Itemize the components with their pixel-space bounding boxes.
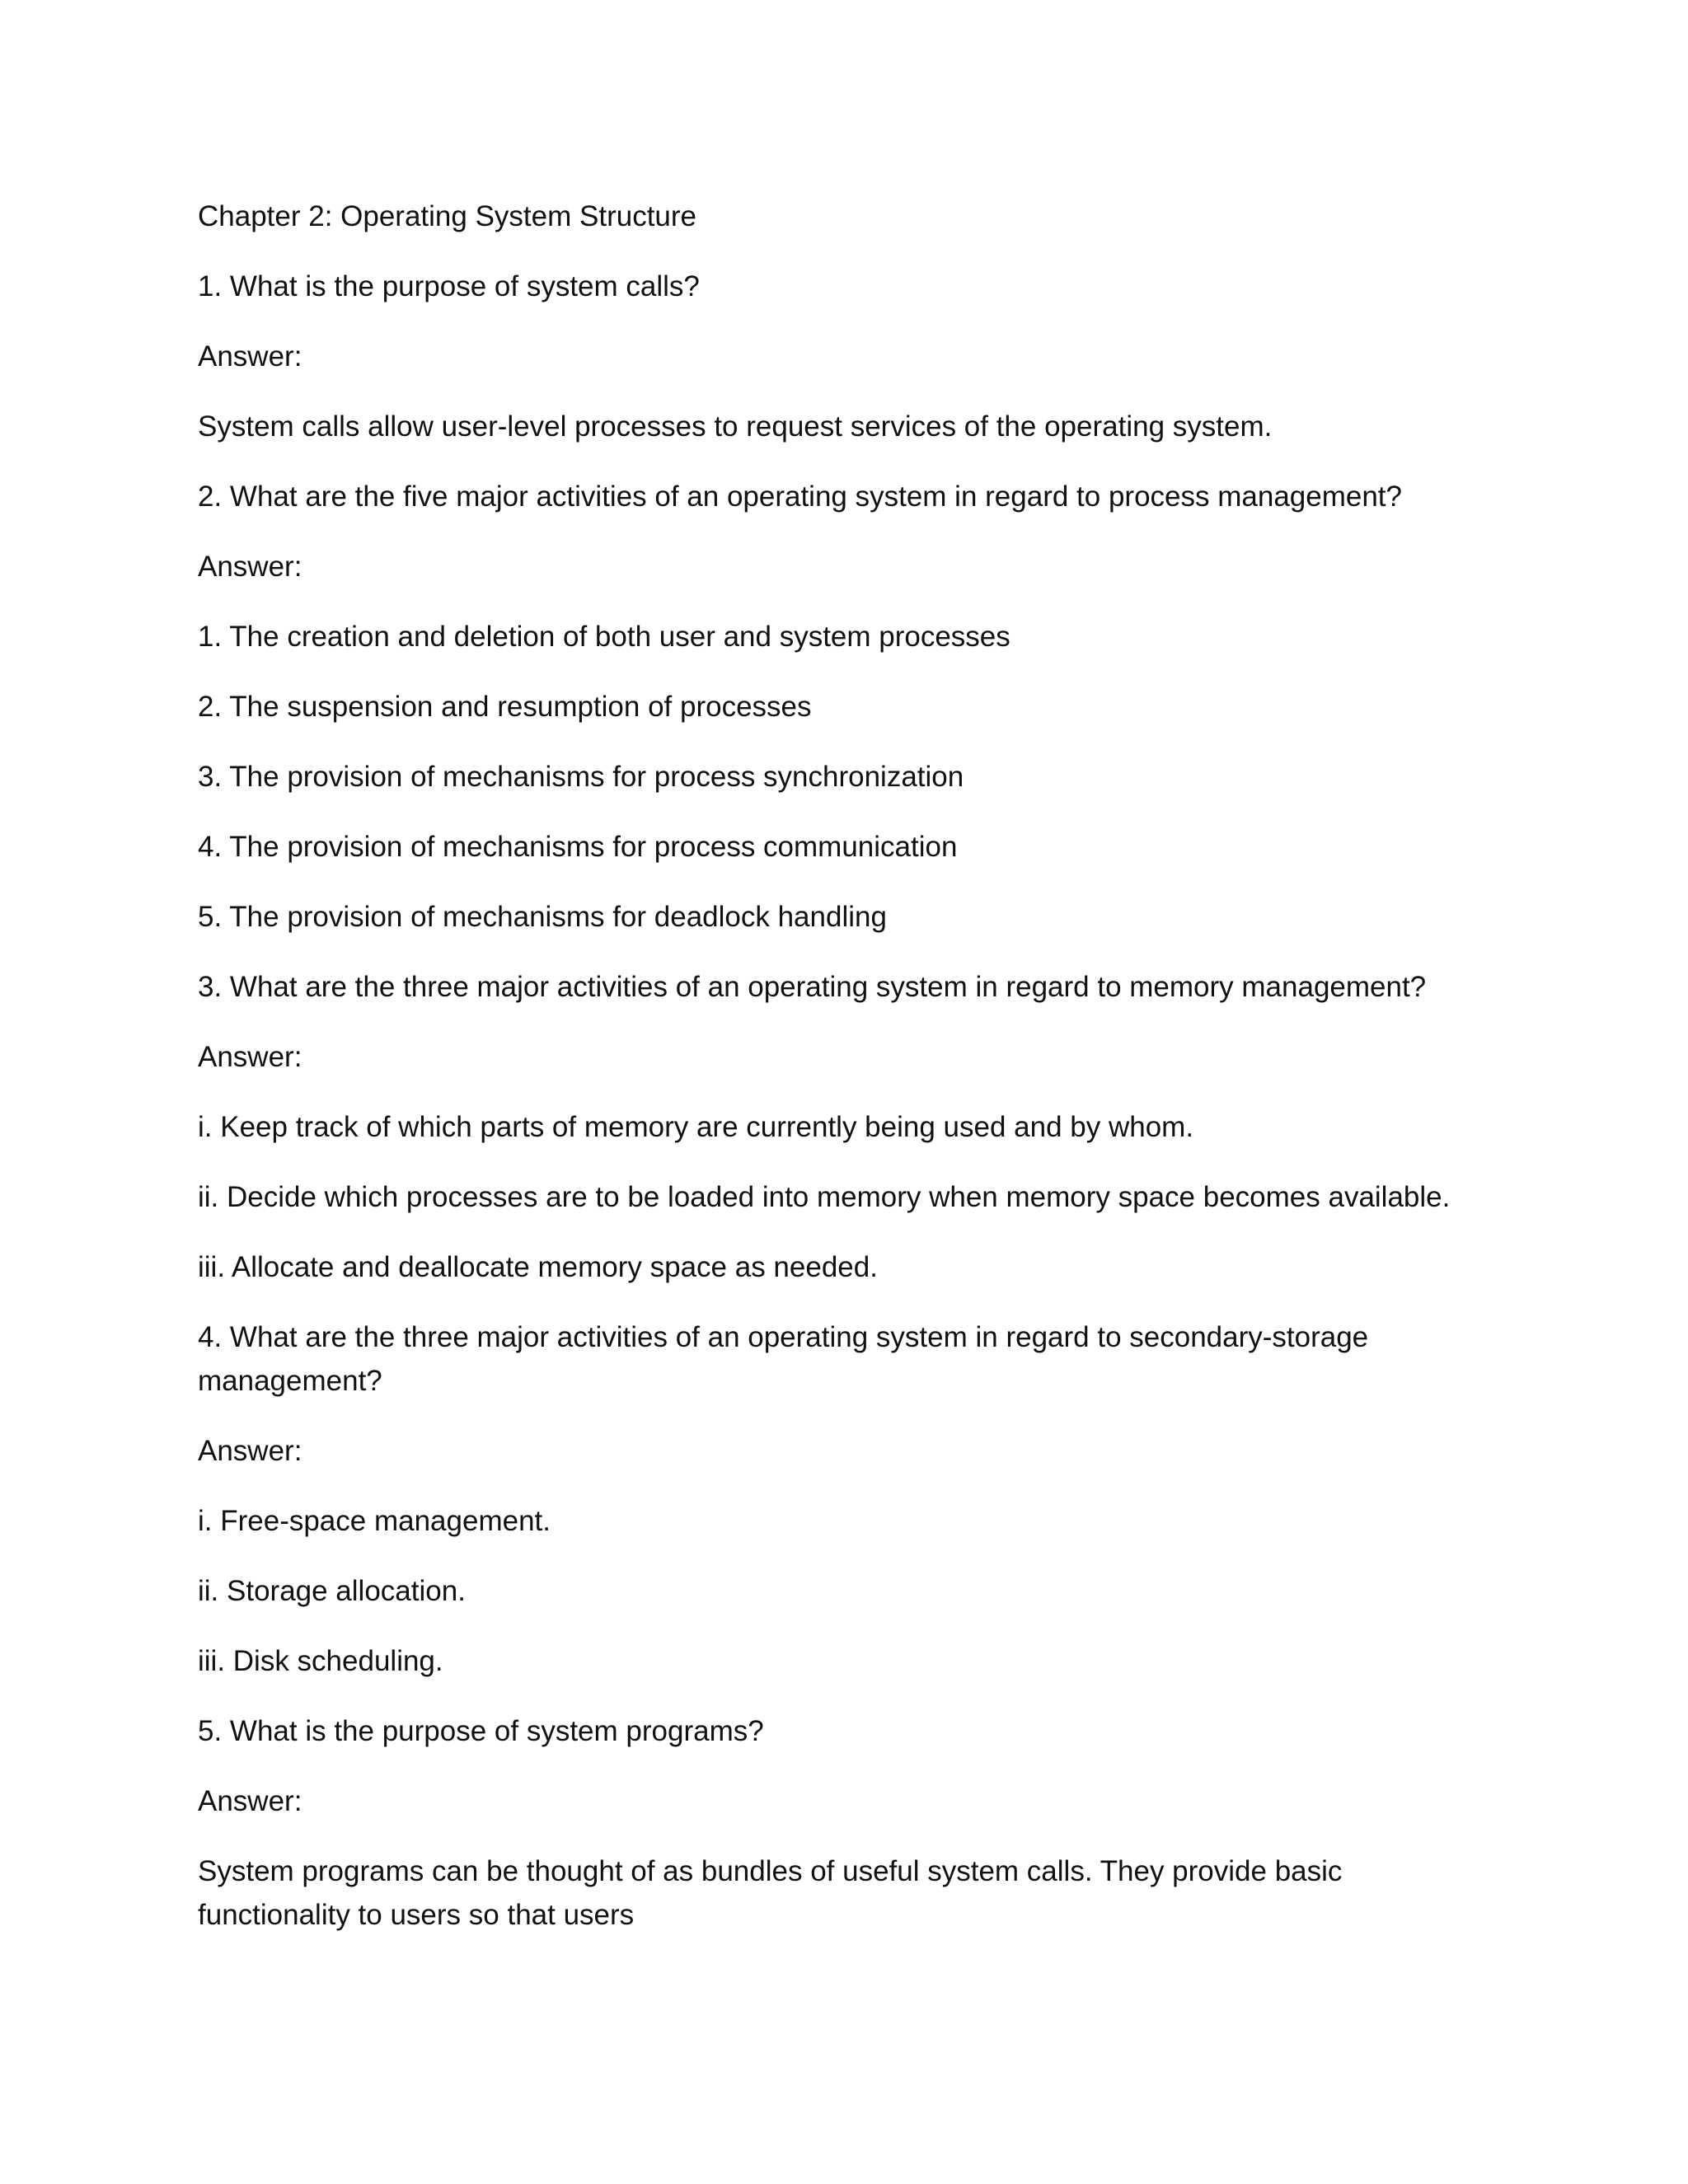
list-item: ii. Decide which processes are to be loaded into memory when memory space becomes available.	[198, 1181, 1451, 1213]
answer-text: System programs can be thought of as bundles of useful system calls. They provide basic functionality to users so that users	[198, 1855, 1343, 1931]
list-item: 3. The provision of mechanisms for process synchronization	[198, 761, 964, 793]
answer-label: Answer:	[198, 1435, 302, 1467]
list-item: ii. Storage allocation.	[198, 1575, 466, 1607]
answer-label: Answer:	[198, 340, 302, 373]
question-4: 4. What are the three major activities of an operating system in regard to secondary-storage management?	[198, 1321, 1369, 1397]
document-body	[198, 194, 1500, 1963]
answer-text: System calls allow user-level processes to request services of the operating system.	[198, 410, 1273, 443]
question-2: 2. What are the five major activities of an operating system in regard to process management?	[198, 480, 1402, 513]
question-1: 1. What is the purpose of system calls?	[198, 270, 700, 302]
list-item: i. Keep track of which parts of memory are currently being used and by whom.	[198, 1111, 1194, 1143]
answer-label: Answer:	[198, 1785, 302, 1817]
list-item: 5. The provision of mechanisms for deadlock handling	[198, 901, 887, 933]
question-3: 3. What are the three major activities of an operating system in regard to memory management?	[198, 971, 1427, 1003]
list-item: 1. The creation and deletion of both user and system processes	[198, 621, 1010, 653]
list-item: iii. Disk scheduling.	[198, 1645, 443, 1677]
answer-label: Answer:	[198, 1041, 302, 1073]
list-item: i. Free-space management.	[198, 1505, 551, 1537]
list-item: 2. The suspension and resumption of processes	[198, 691, 812, 723]
list-item: 4. The provision of mechanisms for process communication	[198, 831, 958, 863]
question-5: 5. What is the purpose of system programs?	[198, 1715, 764, 1747]
answer-label: Answer:	[198, 551, 302, 583]
chapter-title: Chapter 2: Operating System Structure	[198, 200, 696, 232]
list-item: iii. Allocate and deallocate memory space as needed.	[198, 1251, 878, 1283]
